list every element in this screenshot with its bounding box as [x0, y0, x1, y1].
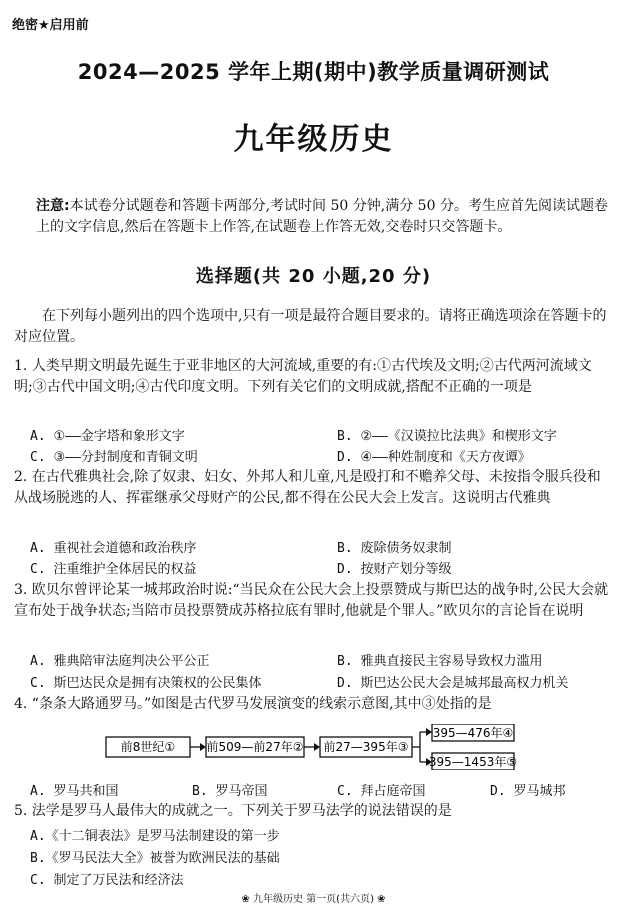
question-2-option-b[interactable]: B. 废除债务奴隶制	[337, 541, 452, 556]
timeline-box-3-label: 前27—395年③	[323, 740, 409, 754]
notice-text: 本试卷分试题卷和答题卡两部分,考试时间 50 分钟,满分 50 分。考生应首先阅读试题卷上的文字信息,然后在答题卡上作答,在试题卷上作答无效,交卷时只交答题卡。	[36, 198, 608, 235]
question-1-option-b[interactable]: B. ②——《汉谟拉比法典》和楔形文字	[337, 429, 557, 444]
question-4-option-d[interactable]: D. 罗马城邦	[490, 784, 566, 799]
question-3-option-b[interactable]: B. 雅典直接民主容易导致权力滥用	[337, 654, 543, 669]
rome-timeline-diagram	[0, 724, 627, 770]
subject-title: 九年级历史	[233, 122, 394, 157]
confidential-label: 绝密★启用前	[12, 18, 89, 33]
question-1-stem: 1. 人类早期文明最先诞生于亚非地区的大河流域,重要的有:①古代埃及文明;②古代两河流域文明;③古代中国文明;④古代印度文明。下列有关它们的文明成就,搭配不正确的一项是	[14, 358, 592, 395]
question-1-option-c[interactable]: C. ③——分封制度和青铜文明	[30, 450, 198, 465]
page-footer	[0, 890, 627, 905]
footer-text: 九年级历史 第一页(共六页)	[253, 894, 374, 905]
arrow-2-icon	[314, 743, 320, 751]
question-2-option-c[interactable]: C. 注重维护全体居民的权益	[30, 562, 197, 577]
timeline-box-4-label: 395—476年④	[432, 726, 514, 740]
timeline-box-1-label: 前8世纪①	[120, 740, 176, 754]
question-3-option-c[interactable]: C. 斯巴达民众是拥有决策权的公民集体	[30, 676, 262, 691]
notice-paragraph	[36, 196, 614, 238]
question-3-option-d[interactable]: D. 斯巴达公民大会是城邦最高权力机关	[337, 676, 569, 691]
question-4-option-b[interactable]: B. 罗马帝国	[192, 784, 268, 799]
arrow-3-icon	[426, 728, 432, 736]
question-4-option-c[interactable]: C. 拜占庭帝国	[337, 784, 426, 799]
question-5-option-b[interactable]: B.《罗马民法大全》被誉为欧洲民法的基础	[30, 851, 280, 866]
footer-flower-icon: ❀	[377, 894, 386, 905]
question-4-option-a[interactable]: A. 罗马共和国	[30, 784, 119, 799]
footer-flower-icon: ❀	[241, 894, 250, 905]
notice-label: 注意:	[36, 198, 70, 214]
question-2-option-a[interactable]: A. 重视社会道德和政治秩序	[30, 541, 197, 556]
question-5-option-a[interactable]: A.《十二铜表法》是罗马法制建设的第一步	[30, 829, 280, 844]
question-1-option-d[interactable]: D. ④——种姓制度和《天方夜谭》	[337, 450, 531, 465]
question-4-stem: 4. “条条大路通罗马。”如图是古代罗马发展演变的线索示意图,其中③处指的是	[14, 696, 492, 712]
timeline-box-2-label: 前509—前27年②	[206, 740, 304, 754]
section-instruction: 在下列每小题列出的四个选项中,只有一项是最符合题目要求的。请将正确选项涂在答题卡的对应位置。	[14, 308, 607, 345]
question-1-option-a[interactable]: A. ①——金字塔和象形文字	[30, 429, 185, 444]
timeline-box-5-label: 395—1453年⑤	[428, 755, 518, 769]
question-5-stem: 5. 法学是罗马人最伟大的成就之一。下列关于罗马法学的说法错误的是	[14, 803, 452, 819]
section-title: 选择题(共 20 小题,20 分)	[195, 266, 432, 287]
question-3-stem: 3. 欧贝尔曾评论某一城邦政治时说:“当民众在公民大会上投票赞成与斯巴达的战争时,公民大会就宣布处于战争状态;当陪市员投票赞成苏格拉底有罪时,他就是个罪人。”欧贝尔的言论旨在说明	[14, 582, 609, 619]
question-2-stem: 2. 在古代雅典社会,除了奴隶、妇女、外邦人和儿童,凡是殴打和不赡养父母、未按指令服兵役和从战场脱逃的人、挥霍继承父母财产的公民,都不得在公民大会上发言。这说明古代雅典	[14, 469, 601, 506]
exam-title: 2024—2025 学年上期(期中)教学质量调研测试	[77, 60, 550, 84]
question-2-option-d[interactable]: D. 按财产划分等级	[337, 562, 452, 577]
question-3-option-a[interactable]: A. 雅典陪审法庭判决公平公正	[30, 654, 210, 669]
arrow-1-icon	[200, 743, 206, 751]
question-5-option-c[interactable]: C. 制定了万民法和经济法	[30, 873, 184, 888]
